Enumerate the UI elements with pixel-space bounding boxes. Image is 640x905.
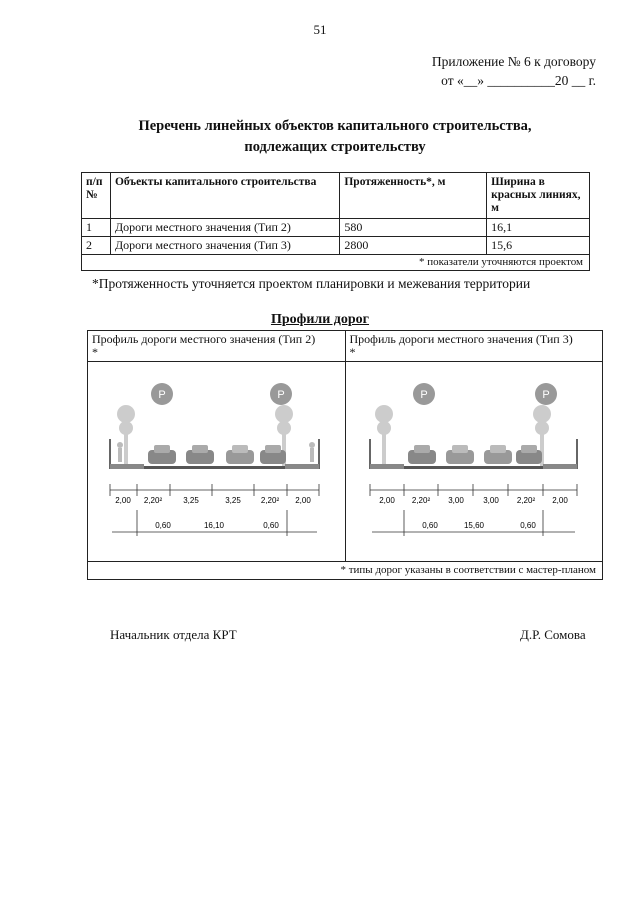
parking-sign-icon xyxy=(270,383,292,405)
header-object: Объекты капитального строительства xyxy=(110,173,339,219)
signer-position: Начальник отдела КРТ xyxy=(110,627,237,642)
dimension-label: 2,00 xyxy=(295,496,311,505)
roadway xyxy=(404,466,543,469)
document-title xyxy=(100,116,570,158)
car-icon xyxy=(226,445,254,464)
car-icon xyxy=(516,445,542,464)
dimension-label: 15,60 xyxy=(463,521,484,530)
roadway xyxy=(144,466,285,469)
profile-title-2: Профиль дороги местного значения (Тип 3) xyxy=(349,332,573,346)
row-index: 1 xyxy=(82,219,111,237)
pedestrian-icon xyxy=(309,442,315,462)
parking-sign-icon xyxy=(413,383,435,405)
table-row xyxy=(82,219,590,237)
parking-sign-label: P xyxy=(541,389,550,401)
profiles-footnote: * типы дорог указаны в соответствии с мастер-планом xyxy=(88,562,603,580)
row-width: 15,6 xyxy=(487,237,590,255)
table-footnote: * показатели уточняются проектом xyxy=(82,255,590,271)
dimension-label: 2,00 xyxy=(551,496,568,505)
parking-sign-icon xyxy=(535,383,557,405)
title-line-2: подлежащих строительству xyxy=(244,139,426,155)
dimension-label: 3,25 xyxy=(183,496,199,505)
pedestrian-icon xyxy=(117,442,123,462)
profile-drawing-cell-2 xyxy=(345,362,603,562)
dimension-label: 0,60 xyxy=(263,521,279,530)
dimension-label: 2,00 xyxy=(378,496,395,505)
row-object: Дороги местного значения (Тип 2) xyxy=(110,219,339,237)
dimension-label: 2,20² xyxy=(411,496,430,505)
dimension-label: 2,20² xyxy=(260,496,280,505)
dimension-label: 0,60 xyxy=(519,521,536,530)
tree-icon xyxy=(375,405,393,468)
profiles-drawing-row xyxy=(88,362,603,562)
dimension-label: 3,25 xyxy=(225,496,241,505)
sidewalk-left xyxy=(110,464,144,469)
car-icon xyxy=(186,445,214,464)
profile-marker-2: * xyxy=(349,345,356,359)
title-line-1: Перечень линейных объектов капитального строительства, xyxy=(138,118,532,134)
row-width: 16,1 xyxy=(487,219,590,237)
dimension-label: 0,60 xyxy=(421,521,438,530)
dimension-label: 16,10 xyxy=(203,521,225,530)
car-icon xyxy=(484,445,512,464)
table-header-row xyxy=(82,173,590,219)
road-profile-drawing-type-2 xyxy=(88,362,341,558)
profile-drawing-cell-1 xyxy=(88,362,346,562)
signer-name: Д.Р. Сомова xyxy=(520,627,586,642)
header-width: Ширина в красных линиях, м xyxy=(487,173,590,219)
dimension-label: 3,00 xyxy=(482,496,499,505)
dimension-label: 0,60 xyxy=(155,521,171,530)
profiles-title-row xyxy=(88,331,603,362)
header-index: п/п № xyxy=(82,173,111,219)
profiles-table xyxy=(87,330,603,580)
row-length: 580 xyxy=(340,219,487,237)
dimension-label: 2,20² xyxy=(143,496,163,505)
profile-title-cell-1 xyxy=(88,331,346,362)
sidewalk-right xyxy=(285,464,319,469)
road-profile-drawing-type-3 xyxy=(346,362,599,558)
row-length: 2800 xyxy=(340,237,487,255)
dimension-line xyxy=(110,484,319,496)
parking-sign-label: P xyxy=(277,389,285,401)
dimension-line xyxy=(370,484,577,496)
profiles-footnote-row xyxy=(88,562,603,580)
header-length: Протяженность*, м xyxy=(340,173,487,219)
car-icon xyxy=(446,445,474,464)
table-footnote-row xyxy=(82,255,590,271)
car-icon xyxy=(148,445,176,464)
car-icon xyxy=(408,445,436,464)
profiles-heading: Профили дорог xyxy=(270,312,370,327)
appendix-line-1: Приложение № 6 к договору xyxy=(431,54,596,69)
parking-sign-label: P xyxy=(419,389,428,401)
dimension-label: 2,00 xyxy=(115,496,131,505)
row-index: 2 xyxy=(82,237,111,255)
length-note: *Протяженность уточняется проектом планировки и межевания территории xyxy=(92,276,531,291)
profile-marker-1: * xyxy=(92,345,98,359)
parking-sign-icon xyxy=(151,383,173,405)
profile-title-1: Профиль дороги местного значения (Тип 2) xyxy=(92,332,316,346)
sidewalk-right xyxy=(543,464,577,469)
row-object: Дороги местного значения (Тип 3) xyxy=(110,237,339,255)
table-row xyxy=(82,237,590,255)
page-number: 51 xyxy=(313,22,327,37)
appendix-reference xyxy=(380,52,596,90)
objects-table xyxy=(81,172,590,271)
dimension-label: 2,20² xyxy=(516,496,535,505)
dimension-label: 3,00 xyxy=(447,496,464,505)
profile-title-cell-2 xyxy=(345,331,603,362)
appendix-line-2: от «__» __________20 __ г. xyxy=(441,73,596,88)
parking-sign-label: P xyxy=(158,389,166,401)
sidewalk-left xyxy=(370,464,404,469)
